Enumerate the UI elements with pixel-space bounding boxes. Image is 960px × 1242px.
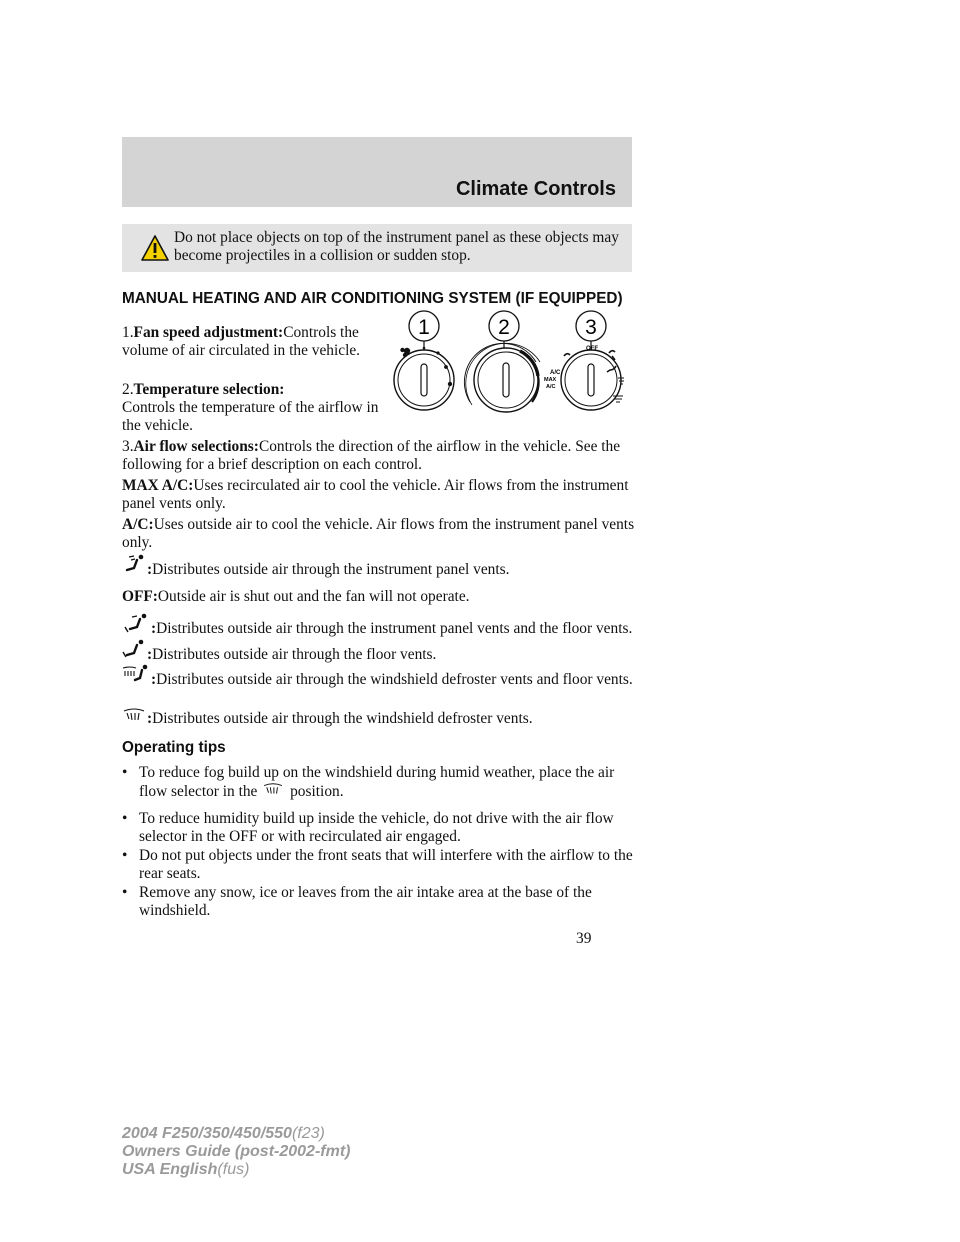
fan-speed-knob <box>394 347 454 410</box>
mode-panel: :Distributes outside air through the instrument panel vents. <box>122 554 637 579</box>
ac-mode-label: A/C <box>550 370 561 376</box>
tips-heading: Operating tips <box>122 739 226 756</box>
mode-off: OFF:Outside air is shut out and the fan will not operate. <box>122 588 470 605</box>
off-mode-label: OFF <box>586 346 598 352</box>
item-temperature: 2.Temperature selection: Controls the temperature of the airflow in the vehicle. <box>122 381 379 434</box>
mode-max-ac: MAX A/C:Uses recirculated air to cool the vehicle. Air flows from the instrument panel vents only. <box>122 477 629 512</box>
document-footer: 2004 F250/350/450/550(f23) Owners Guide (post-2002-fmt) USA English(fus) <box>122 1125 351 1178</box>
mode-panel-floor: :Distributes outside air through the instrument panel vents and the floor vents. <box>122 613 637 638</box>
item-fan-speed: 1.Fan speed adjustment:Controls the volume of air circulated in the vehicle. <box>122 324 361 359</box>
warning-text: Do not place objects on top of the instrument panel as these objects may become projectiles in a collision or sudden stop. <box>174 229 619 264</box>
callout-2 <box>489 311 519 352</box>
page-title: Climate Controls <box>455 178 616 200</box>
mode-floor: :Distributes outside air through the floor vents. <box>122 639 637 664</box>
climate-control-diagram <box>386 306 636 414</box>
svg-text:3: 3 <box>585 316 597 339</box>
page-number: 39 <box>576 930 592 947</box>
air-flow-knob <box>544 346 624 410</box>
item-air-flow: 3.Air flow selections:Controls the direction of the airflow in the vehicle. See the following for a brief description on each control. <box>122 438 621 473</box>
svg-text:1: 1 <box>418 316 430 339</box>
tip-item: • Do not put objects under the front seats that will interfere with the airflow to the rear seats. <box>122 847 633 882</box>
panel-floor-vent-icon <box>122 613 150 635</box>
warning-box <box>122 224 632 272</box>
warning-triangle-icon <box>140 234 170 262</box>
max-ac-mode-label: A/C <box>546 384 556 390</box>
tip-item: • Remove any snow, ice or leaves from the air intake area at the base of the windshield. <box>122 884 592 919</box>
panel-vent-mark-icon <box>564 354 570 356</box>
temperature-knob <box>464 343 540 412</box>
tip-item: • To reduce humidity build up inside the vehicle, do not drive with the air flow selector in the OFF or with recirculated air engaged. <box>122 810 614 845</box>
svg-text:2: 2 <box>498 316 510 339</box>
defrost-floor-vent-icon <box>122 664 150 686</box>
mode-defrost: :Distributes outside air through the windshield defroster vents. <box>122 707 637 728</box>
header-band <box>122 137 632 207</box>
mode-ac: A/C:Uses outside air to cool the vehicle. Air flows from the instrument panel vents only. <box>122 516 635 551</box>
panel-vent-icon <box>122 554 146 576</box>
defrost-icon <box>261 782 285 798</box>
section-heading: MANUAL HEATING AND AIR CONDITIONING SYSTEM (IF EQUIPPED) <box>122 290 623 307</box>
floor-vent-icon <box>122 639 146 661</box>
defrost-icon <box>122 707 146 725</box>
max-mode-label: MAX <box>544 377 557 383</box>
mode-defrost-floor: :Distributes outside air through the windshield defroster vents and floor vents. <box>122 664 637 689</box>
tip-item: • To reduce fog build up on the windshield during humid weather, place the air flow selector in the position. <box>122 764 615 800</box>
